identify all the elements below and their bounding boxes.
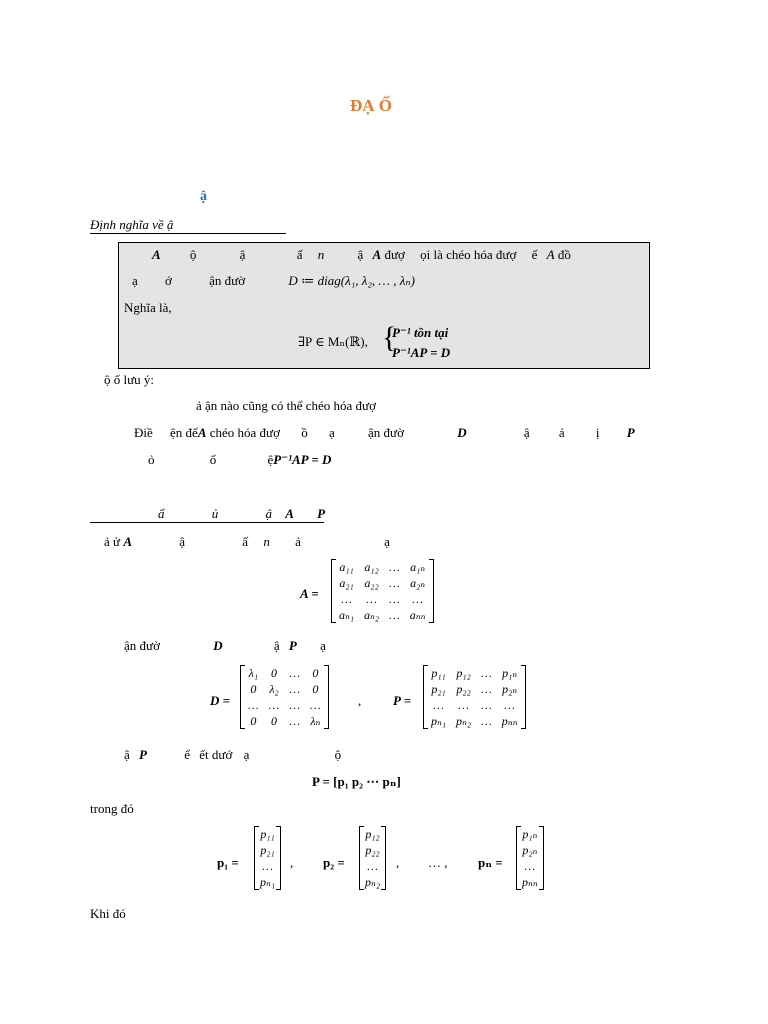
matrix-row (426, 697, 523, 713)
matrix-entry: pₙ₂ (456, 714, 472, 728)
matrix-entry: … (310, 698, 321, 712)
note-2: Điề ện đểA chéo hóa đượ ồ ạ ận đườ D ậ ả ị P (134, 425, 635, 440)
matrix-entry: 0 (271, 666, 277, 680)
matrix-entry: … (504, 698, 515, 712)
matrix-entry: a₁₁ (339, 560, 354, 574)
matrix-entry: p₂₂ (456, 682, 471, 696)
matrix-entry: … (481, 682, 492, 696)
matrix-entry: … (248, 698, 259, 712)
matrix-d-label: D = (210, 693, 231, 708)
matrix-entry: … (481, 714, 492, 728)
matrix-entry: a₂₁ (339, 576, 354, 590)
matrix-entry: p₁₁ (431, 666, 446, 680)
matrix-entry: a₁₂ (364, 560, 379, 574)
then-text: Khi đó (90, 906, 126, 921)
matrix-entry: 0 (312, 666, 319, 680)
pn-vector (516, 826, 544, 890)
definition-line-1: A ộ ậ ấ n ậ A đượ ọi là chéo hóa đượ ế A đồ (152, 247, 571, 262)
matrix-row (334, 575, 431, 591)
matrix-entry: … (412, 592, 423, 606)
matrix-row (426, 713, 523, 729)
matrix-entry: aₙₙ (409, 608, 426, 622)
matrix-row (243, 665, 326, 681)
vector-entry: pₙₙ (522, 875, 538, 889)
section-1-heading: ậ (200, 189, 207, 204)
where-text: trong đó (90, 801, 134, 816)
exists-formula: ∃P ∈ Mₙ(ℝ), (298, 334, 368, 349)
matrix-entry: λ₂ (269, 682, 279, 696)
notes-heading: ộ ố lưu ý: (104, 372, 155, 387)
page-title: ĐẠ Ố (350, 96, 393, 115)
vector-entry: p₁₁ (260, 827, 275, 841)
matrix-entry: aₙ₂ (364, 608, 380, 622)
matrix-entry: aₙ₁ (339, 608, 355, 622)
matrix-entry: 0 (250, 714, 257, 728)
vector-entry: p₂₂ (365, 843, 380, 857)
matrix-p-label: P = (393, 693, 412, 708)
p2-label: p₂ = (323, 855, 345, 870)
matrix-entry: … (289, 666, 301, 680)
matrix-entry: λₙ (310, 714, 321, 728)
matrix-a (331, 559, 434, 623)
matrix-entry: … (289, 698, 301, 712)
vector-entry: pₙ₂ (365, 875, 381, 889)
matrix-d (240, 665, 329, 729)
matrix-entry: … (268, 698, 280, 712)
note-1: ả ận nào cũng có thể chéo hóa đượ (196, 398, 376, 413)
matrix-entry: … (481, 698, 492, 712)
matrix-row (334, 591, 431, 607)
vector-entry: … (262, 859, 273, 873)
matrix-entry: a₂₂ (364, 576, 379, 590)
definition-line-2: ạ ớ ận đườ D ≔ diag(λ₁, λ₂, … , λₙ) (132, 273, 415, 288)
section-2-heading: ẩ ủ ậ A P (90, 506, 324, 523)
matrix-entry: 0 (250, 682, 257, 696)
matrix-entry: p₂ₙ (502, 682, 518, 696)
matrix-entry: … (481, 666, 492, 680)
p-columns-formula: P = [p₁ p₂ ⋯ pₙ] (312, 774, 401, 789)
matrix-entry: … (458, 698, 469, 712)
vector-entry: p₂₁ (260, 843, 275, 857)
matrix-entry: λ₁ (248, 666, 259, 680)
matrix-entry: … (366, 592, 377, 606)
comma-2: , (396, 855, 400, 870)
definition-meaning: Nghĩa là, (124, 300, 172, 315)
condition-2: P⁻¹AP = D (392, 345, 451, 360)
definition-heading: Định nghĩa về ậ (90, 217, 286, 234)
matrix-row (243, 697, 326, 713)
diag-formula: D ≔ diag(λ₁, λ₂, … , λₙ) (288, 273, 415, 288)
vector-entry: p₁₂ (365, 827, 380, 841)
matrix-entry: 0 (271, 714, 277, 728)
matrix-a-label: A = (300, 586, 319, 601)
matrix-entry: … (289, 714, 301, 728)
p2-vector (359, 826, 386, 890)
matrix-comma: , (358, 693, 362, 708)
comma-1: , (290, 855, 294, 870)
matrix-entry: p₁ₙ (502, 666, 518, 680)
matrix-row (426, 665, 523, 681)
pn-label: pₙ = (478, 855, 503, 870)
matrix-entry: a₁ₙ (410, 560, 426, 574)
matrix-p (423, 665, 526, 729)
section-2-line-2: ận đườ D ậ P ạ (124, 638, 326, 653)
matrix-entry: … (389, 560, 400, 574)
section-2-line-3: ậ P ể ết dướ ạ ộ (124, 747, 342, 762)
matrix-row (334, 607, 431, 623)
matrix-entry: p₁₂ (456, 666, 471, 680)
condition-1: P⁻¹ tồn tại (392, 325, 449, 340)
matrix-entry: … (341, 592, 352, 606)
left-brace: { (382, 321, 397, 354)
matrix-entry: 0 (312, 682, 319, 696)
matrix-row (426, 681, 523, 697)
matrix-entry: pₙₙ (501, 714, 518, 728)
matrix-row (243, 713, 326, 729)
matrix-entry: a₂ₙ (410, 576, 426, 590)
ellipsis: … , (428, 855, 448, 870)
matrix-entry: … (433, 698, 444, 712)
vector-entry: … (367, 859, 378, 873)
matrix-entry: p₂₁ (431, 682, 446, 696)
matrix-entry: … (389, 592, 400, 606)
section-2-line-1: ả ử A ậ ấ n ả ạ (104, 534, 390, 549)
vector-entry: pₙ₁ (260, 875, 276, 889)
p1-label: p₁ = (217, 855, 239, 870)
vector-entry: p₂ₙ (522, 843, 538, 857)
matrix-row (334, 559, 431, 575)
matrix-entry: … (389, 608, 400, 622)
p1-vector (254, 826, 281, 890)
matrix-row (243, 681, 326, 697)
note-3: ỏ ố ệP⁻¹AP = D (148, 452, 332, 467)
vector-entry: p₁ₙ (522, 827, 538, 841)
matrix-entry: pₙ₁ (431, 714, 447, 728)
matrix-entry: … (389, 576, 400, 590)
matrix-entry: … (289, 682, 301, 696)
vector-entry: … (524, 859, 536, 873)
